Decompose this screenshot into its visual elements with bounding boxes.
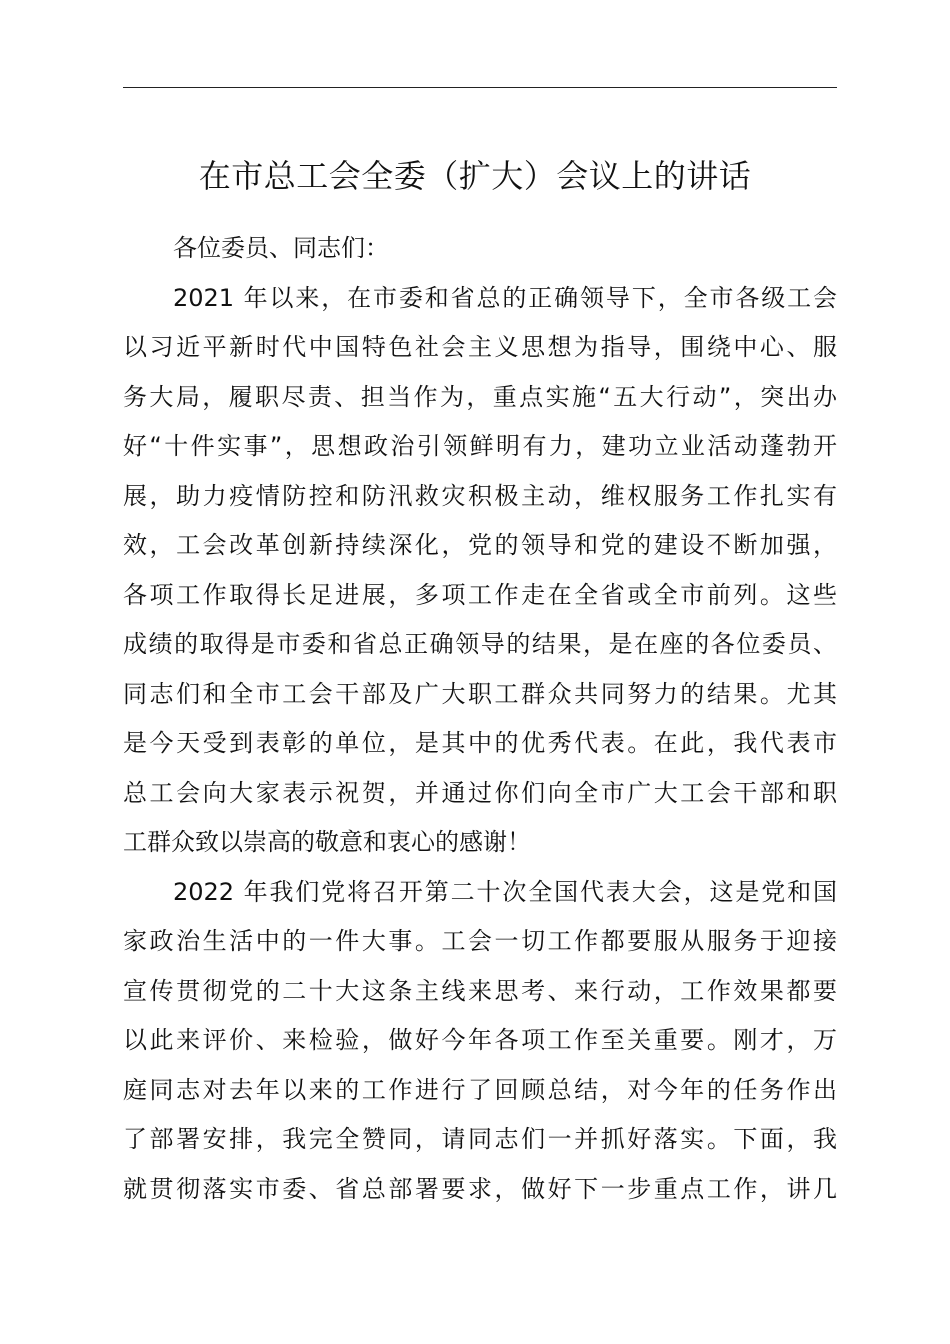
text-line: 成绩的取得是市委和省总正确领导的结果，是在座的各位委员、 — [123, 630, 837, 658]
text-line: 是今天受到表彰的单位，是其中的优秀代表。在此，我代表市 — [123, 729, 837, 757]
text-line: 2022 年我们党将召开第二十次全国代表大会，这是党和国 — [173, 877, 837, 906]
text-line: 务大局，履职尽责、担当作为，重点实施“五大行动”，突出办 — [123, 382, 837, 411]
paragraph-1 — [123, 274, 837, 868]
text-line: 宣传贯彻党的二十大这条主线来思考、来行动，工作效果都要 — [123, 976, 837, 1005]
text-line: 就贯彻落实市委、省总部署要求，做好下一步重点工作，讲几 — [123, 1174, 837, 1203]
document-title: 在市总工会全委（扩大）会议上的讲话 — [198, 157, 752, 195]
text-line: 了部署安排，我完全赞同，请同志们一并抓好落实。下面，我 — [123, 1125, 837, 1153]
header-rule — [123, 87, 837, 88]
text-line: 家政治生活中的一件大事。工会一切工作都要服从服务于迎接 — [123, 927, 837, 955]
text-line: 以此来评价、来检验，做好今年各项工作至关重要。刚才，万 — [123, 1026, 837, 1054]
text-line: 工群众致以崇高的敬意和衷心的感谢！ — [123, 828, 531, 856]
text-line: 好“十件实事”，思想政治引领鲜明有力，建功立业活动蓬勃开 — [123, 432, 837, 460]
text-line: 总工会向大家表示祝贺，并通过你们向全市广大工会干部和职 — [123, 778, 837, 807]
text-line: 以习近平新时代中国特色社会主义思想为指导，围绕中心、服 — [123, 333, 837, 361]
text-line: 2021 年以来，在市委和省总的正确领导下，全市各级工会 — [173, 283, 837, 312]
text-line: 庭同志对去年以来的工作进行了回顾总结，对今年的任务作出 — [123, 1075, 837, 1104]
text-line: 展，助力疫情防控和防汛救灾积极主动，维权服务工作扎实有 — [123, 481, 837, 510]
text-line: 效，工会改革创新持续深化，党的领导和党的建设不断加强， — [123, 531, 837, 559]
paragraph-2 — [123, 868, 837, 1215]
text-line: 同志们和全市工会干部及广大职工群众共同努力的结果。尤其 — [123, 679, 837, 708]
text-line: 各项工作取得长足进展，多项工作走在全省或全市前列。这些 — [123, 580, 837, 609]
document-body — [123, 224, 837, 1214]
salutation: 各位委员、同志们： — [173, 234, 389, 262]
